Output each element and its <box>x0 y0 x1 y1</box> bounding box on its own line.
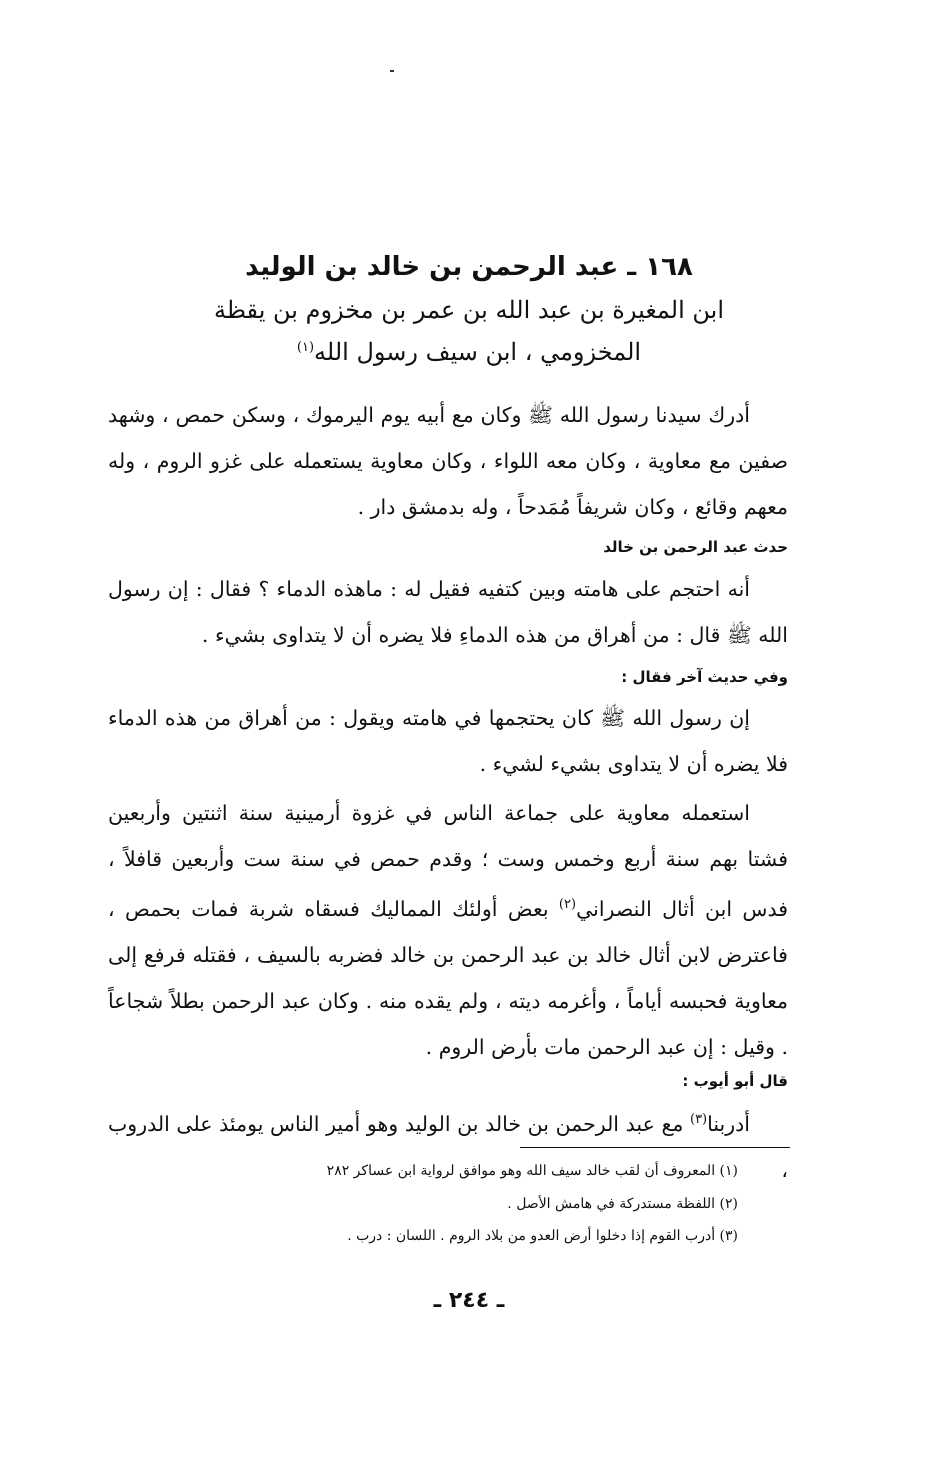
footnote-ref-3: (٣) <box>689 1112 708 1127</box>
history-text-part1: استعمله معاوية على جماعة الناس في غزوة أرمينية سنة اثنتين وأربعين فشتا بهم سنة أربع وخمس وست ؛ وقدم حمص في سنة ست وأربعين قافلاً ، فدس ابن أثال النصراني <box>108 801 789 921</box>
history-paragraph <box>108 790 788 1070</box>
intro-text: أدرك سيدنا رسول الله ﷺ وكان مع أبيه يوم اليرموك ، وسكن حمص ، وشهد صفين مع معاوية ، وكان معه اللواء ، وكان معاوية يستعمله على غزو الروم ، وله معهم وقائع ، وكان شريفاً مُمَدحاً ، وله بدمشق دار . <box>108 403 788 519</box>
hadith1-text: أنه احتجم على هامته وبين كتفيه فقيل له : ماهذه الدماء ؟ فقال : إن رسول الله ﷺ قال : من أهراق من هذه الدماءِ فلا يضره أن لا يتداوى بشيء . <box>108 577 788 647</box>
footnote-ref-1: (١) <box>296 340 315 355</box>
hadith1-paragraph <box>108 566 788 658</box>
hadith1-heading: حدث عبد الرحمن بن خالد <box>603 538 788 556</box>
history-text-part2: بعض أولئك المماليك فسقاه شربة فمات بحمص ، فاعترض لابن أثال خالد بن عبد الرحمن بن خالد فضربه بالسيف ، فقتله فرفع إلى معاوية فحبسه أياماً ، وأغرمه ديته ، ولم يقده منه . وكان عبد الرحمن بطلاً شجاعاً . وقيل : إن عبد الرحمن مات بأرض الروم . <box>108 896 788 1059</box>
footnote-3: (٣) أدرب القوم إذا دخلوا أرض العدو من بلاد الروم . اللسان : درب . <box>347 1228 738 1244</box>
page-number: ـ ٢٤٤ ـ <box>433 1288 505 1313</box>
hadith2-paragraph <box>108 695 788 787</box>
subtitle-line2-text: المخزومي ، ابن سيف رسول الله <box>314 338 642 366</box>
hadith2-text: إن رسول الله ﷺ كان يحتجمها في هامته ويقول : من أهراق من هذه الدماء فلا يضره أن لا يتداوى بشيء لشيء . <box>108 706 788 776</box>
footnote-2: (٢) اللفظة مستدركة في هامش الأصل . <box>507 1196 738 1212</box>
scan-speck <box>390 70 394 72</box>
hadith2-heading: وفي حديث آخر فقال : <box>621 668 788 686</box>
abu-ayyub-text-rest: مع عبد الرحمن بن خالد بن الوليد وهو أمير الناس يومئذ على الدروب ، <box>108 1111 788 1182</box>
footnote-1: (١) المعروف أن لقب خالد سيف الله وهو موافق لرواية ابن عساكر ٢٨٢ <box>326 1163 738 1179</box>
footnote-ref-2: (٢) <box>558 897 577 912</box>
intro-paragraph <box>108 392 788 530</box>
entry-subtitle-line2 <box>0 338 938 366</box>
abu-ayyub-heading: قال أبو أيوب : <box>682 1072 788 1090</box>
footnote-separator <box>520 1147 790 1148</box>
entry-title: ١٦٨ ـ عبد الرحمن بن خالد بن الوليد <box>245 252 693 282</box>
entry-subtitle-line1: ابن المغيرة بن عبد الله بن عمر بن مخزوم بن يقظة <box>214 296 724 324</box>
abu-ayyub-text-start: أدربنا <box>707 1111 750 1136</box>
